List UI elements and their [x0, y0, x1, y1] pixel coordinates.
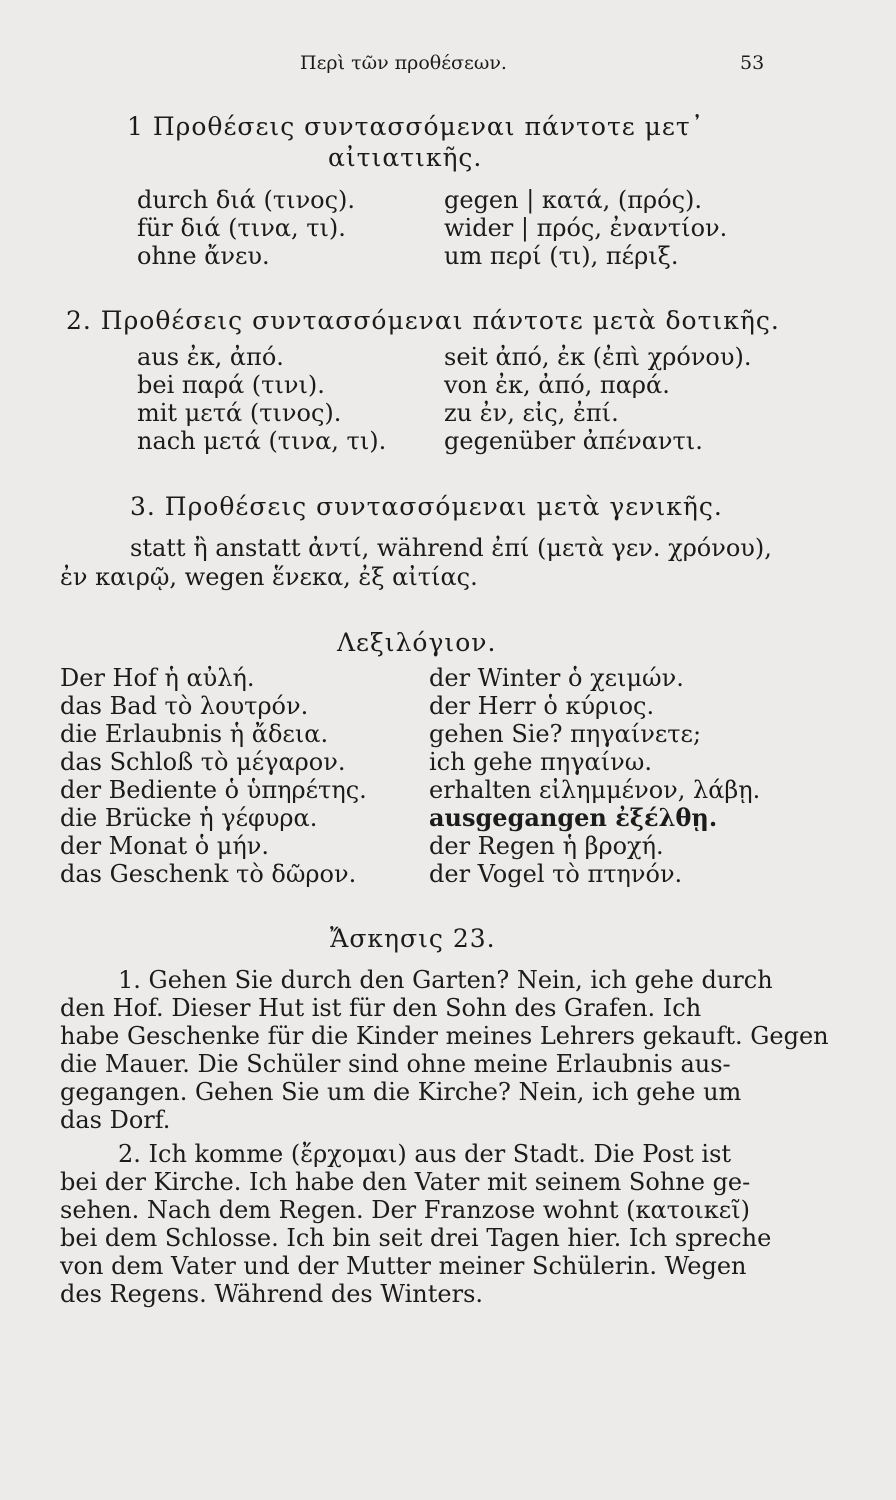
section2-left-item: nach μετά (τινα, τι).	[137, 427, 387, 455]
section2-right-item: von ἐκ, ἀπό, παρά.	[444, 371, 670, 399]
section2-right-item: zu ἐν, εἰς, ἐπί.	[444, 399, 619, 427]
section1-right-item: gegen | κατά, (πρός).	[444, 186, 703, 214]
page-number: 53	[740, 52, 765, 74]
section1-right-item: um περί (τι), πέριξ.	[444, 242, 679, 270]
vocab-right-item: ich gehe πηγαίνω.	[429, 748, 652, 776]
vocab-right-item: der Vogel τὸ πτηνόν.	[429, 860, 683, 888]
vocab-right-item: erhalten εἰλημμένον, λάβῃ.	[429, 776, 761, 804]
vocab-right-item: der Herr ὁ κύριος.	[429, 692, 655, 720]
exercise-line: habe Geschenke für die Kinder meines Lehrers gekauft. Gegen	[60, 1022, 829, 1050]
section2-right-item: gegenüber ἀπέναντι.	[444, 427, 703, 455]
exercise-line: des Regens. Während des Winters.	[60, 1280, 484, 1308]
vocab-left-item: das Bad τὸ λουτρόν.	[60, 692, 309, 720]
vocab-title: Λεξιλόγιον.	[337, 628, 497, 657]
section3-line: statt ἢ anstatt ἀντί, während ἐπί (μετὰ γεν. χρόνου),	[130, 534, 772, 562]
vocab-left-item: die Brücke ἡ γέφυρα.	[60, 804, 318, 832]
section1-title-line2: αἰτιατικῆς.	[328, 143, 483, 172]
vocab-left-item: das Geschenk τὸ δῶρον.	[60, 860, 357, 888]
section2-right-item: seit ἀπό, ἐκ (ἐπὶ χρόνου).	[444, 343, 752, 371]
exercise-line: das Dorf.	[60, 1106, 171, 1134]
running-head: Περὶ τῶν προθέσεων.	[300, 52, 507, 74]
section1-left-item: für διά (τινα, τι).	[137, 214, 346, 242]
section2-left-item: bei παρά (τινι).	[137, 371, 325, 399]
vocab-right-item: gehen Sie? πηγαίνετε;	[429, 720, 702, 748]
exercise-line: bei dem Schlosse. Ich bin seit drei Tagen hier. Ich spreche	[60, 1224, 772, 1252]
exercise-line: 2. Ich komme (ἔρχομαι) aus der Stadt. Die Post ist	[118, 1140, 732, 1168]
exercise-line: gegangen. Gehen Sie um die Kirche? Nein, ich gehe um	[60, 1078, 742, 1106]
section1-left-item: ohne ἄνευ.	[137, 242, 270, 270]
exercise-line: sehen. Nach dem Regen. Der Franzose wohnt (κατοικεῖ)	[60, 1196, 751, 1224]
section1-left-item: durch διά (τινος).	[137, 186, 356, 214]
section3-title: 3. Προθέσεις συντασσόμεναι μετὰ γενικῆς.	[130, 492, 723, 521]
vocab-right-item: der Winter ὁ χειμών.	[429, 664, 684, 692]
section2-left-item: aus ἐκ, ἀπό.	[137, 343, 284, 371]
vocab-left-item: der Bediente ὁ ὑπηρέτης.	[60, 776, 367, 804]
exercise-line: bei der Kirche. Ich habe den Vater mit seinem Sohne ge-	[60, 1168, 751, 1196]
section2-title: 2. Προθέσεις συντασσόμεναι πάντοτε μετὰ δοτικῆς.	[66, 306, 780, 335]
vocab-left-item: der Monat ὁ μήν.	[60, 832, 270, 860]
section1-title-line1: 1 Προθέσεις συντασσόμεναι πάντοτε μετ᾽	[127, 112, 705, 141]
vocab-right-item: ausgegangen ἐξέλθῃ.	[429, 803, 718, 832]
vocab-right-item: der Regen ἡ βροχή.	[429, 832, 664, 860]
exercise-line: von dem Vater und der Mutter meiner Schülerin. Wegen	[60, 1252, 747, 1280]
section2-left-item: mit μετά (τινος).	[137, 399, 342, 427]
exercise-line: die Mauer. Die Schüler sind ohne meine Erlaubnis aus-	[60, 1050, 731, 1078]
vocab-left-item: Der Hof ἡ αὐλή.	[60, 664, 255, 692]
vocab-left-item: die Erlaubnis ἡ ἄδεια.	[60, 720, 329, 748]
exercise-line: den Hof. Dieser Hut ist für den Sohn des Grafen. Ich	[60, 994, 702, 1022]
vocab-left-item: das Schloß τὸ μέγαρον.	[60, 748, 346, 776]
section3-line: ἐν καιρῷ, wegen ἕνεκα, ἐξ αἰτίας.	[60, 563, 478, 591]
exercise-title: Ἄσκησις 23.	[330, 924, 496, 953]
section1-right-item: wider | πρός, ἐναντίον.	[444, 214, 728, 242]
exercise-line: 1. Gehen Sie durch den Garten? Nein, ich gehe durch	[118, 966, 773, 994]
